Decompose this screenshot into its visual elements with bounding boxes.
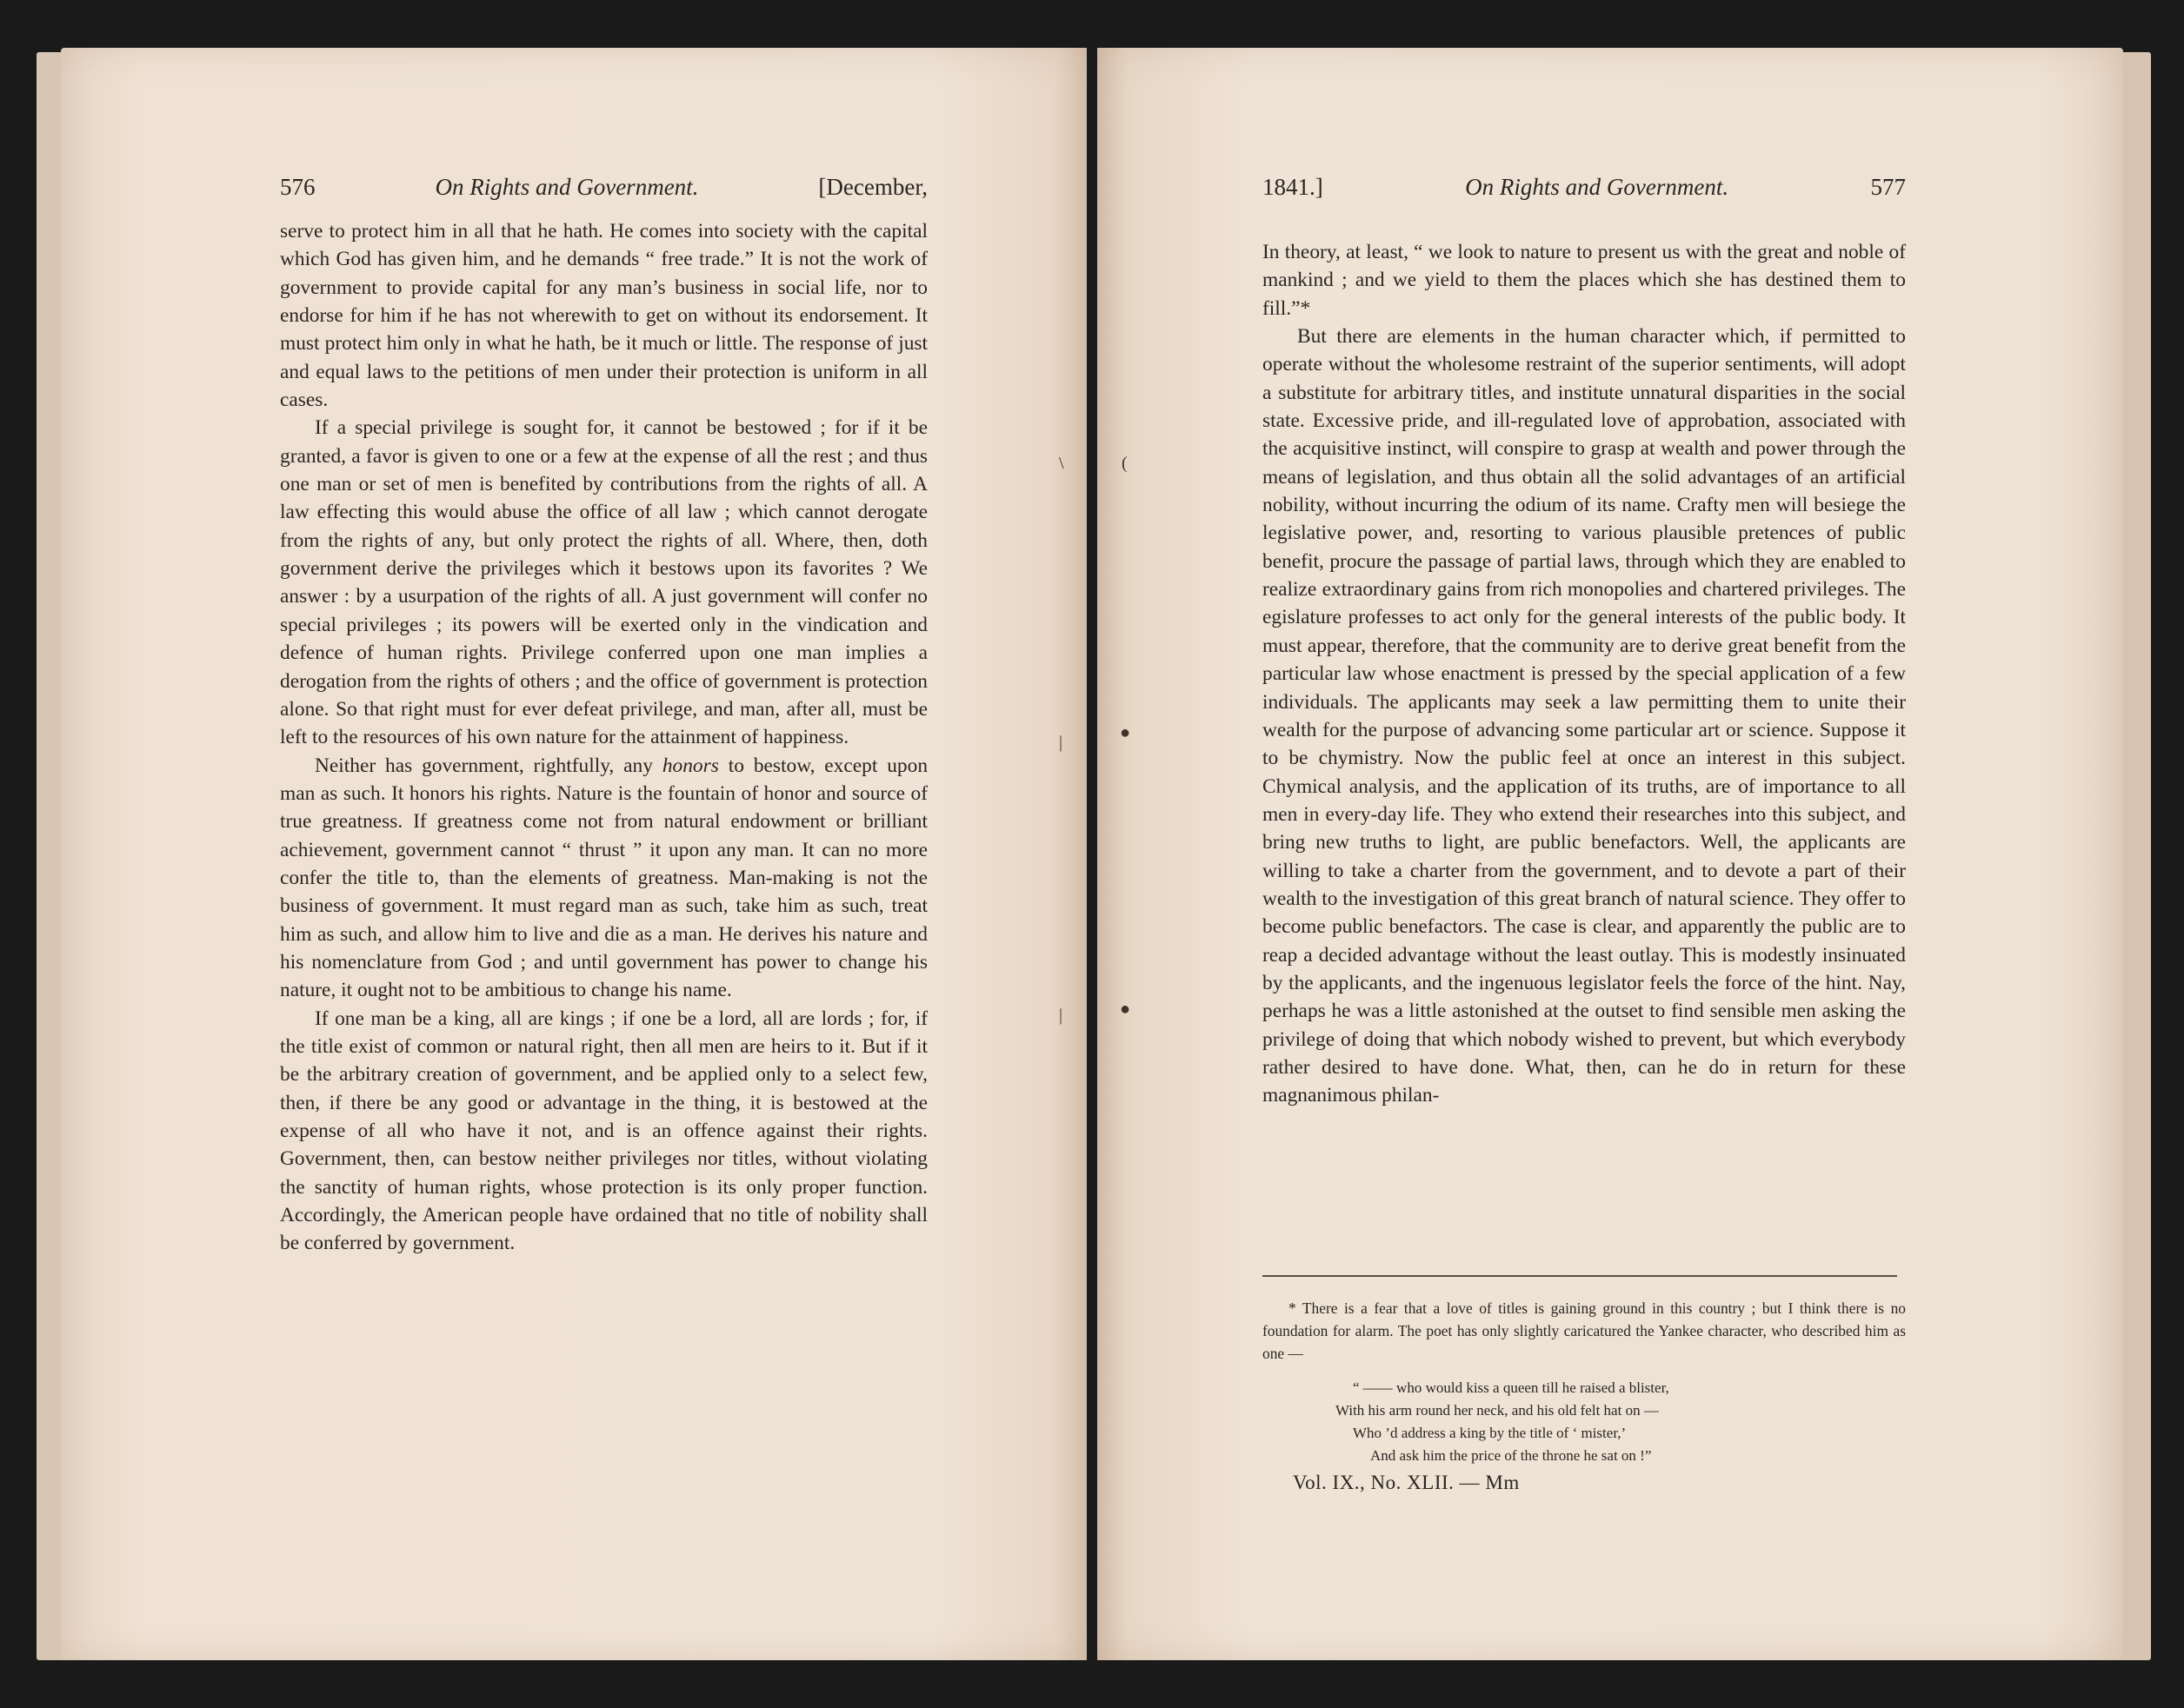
left-running-head (280, 174, 928, 201)
left-paragraph-1: serve to protect him in all that he hath. He comes into society with the capital which God has given him, and he demands “ free trade.” It is not the work of government to provide capital for any man’s business in social life, nor to endorse for him if he has not wherewith to get on without its endorsement. It must protect him only in what he hath, be it much or little. The response of just and equal laws to the petitions of men under their protection is uniform in all cases. (280, 220, 928, 412)
footnote-verse-line-3: Who ’d address a king by the title of ‘ mister,’ (1353, 1425, 1627, 1441)
right-body-text (1262, 238, 1906, 1110)
stitch-hole-mark: ● (1120, 1000, 1131, 1019)
stitch-hole-mark: ( (1122, 454, 1128, 473)
left-paragraph-3-start: Neither has government, rightfully, any (315, 754, 653, 777)
footnote-verse-line-2: With his arm round her neck, and his old felt hat on — (1335, 1402, 1659, 1419)
left-running-title: On Rights and Government. (435, 174, 699, 200)
right-page-number: 577 (1870, 174, 1906, 200)
right-paragraph-1: In theory, at least, “ we look to nature to present us with the great and noble of mankind ; and we yield to them the places which she has destined them to fill.”* (1262, 241, 1906, 320)
left-paragraph-4: If one man be a king, all are kings ; if one be a lord, all are lords ; for, if the title exist of common or natural right, then all men are heirs to it. But if it be the arbitrary creation of government, and be applied only to a select few, then, if there be any good or advantage in the thing, it is bestowed at the expense of all who have it not, and is an offence against their rights. Government, then, can bestow neither privileges nor titles, without violating the sanctity of human rights, whose protection is its only proper function. Accordingly, the American people have ordained that no title of nobility shall be conferred by government. (280, 1007, 928, 1255)
honors-emphasis: honors (662, 754, 719, 777)
right-running-title: On Rights and Government. (1465, 174, 1729, 200)
footnote (1262, 1298, 1906, 1365)
left-paragraph-3 (280, 752, 928, 1005)
book-gutter (1087, 48, 1097, 1660)
left-paragraph-2: If a special privilege is sought for, it cannot be bestowed ; for if it be granted, a favor is given to one or a few at the expense of all the rest ; and thus one man or set of men is benefited by contributions from the rights of all. A law effecting this would abuse the office of all law ; which cannot derogate from the rights of any, but only protect the rights of all. Where, then, doth government derive the privileges which it bestows upon its favorites ? We answer : by a usurpation of the rights of all. A just government will confer no special privileges ; its powers will be exerted only in the vindication and defence of human rights. Privilege conferred upon one man implies a derogation from the rights of others ; and the office of government is protection alone. So that right must for ever defeat privilege, and man, after all, must be left to the resources of his own nature for the attainment of happiness. (280, 416, 928, 749)
right-paragraph-2: But there are elements in the human character which, if permitted to operate without the wholesome restraint of the superior sentiments, will adopt a substitute for arbitrary titles, and institute unnatural disparities in the social state. Excessive pride, and ill-regulated love of approbation, associated with the acquisitive instinct, will conspire to grasp at wealth and power through the means of legislation, and thus obtain all the solid advantages of an artificial nobility, without incurring the odium of its name. Crafty men will besiege the legislative power, and, resorting to various plausible pretences of public benefit, procure the passage of partial laws, through which they are enabled to realize extraordinary gains from rich monopolies and chartered privileges. The egislature professes to act only for the general interests of the public body. It must appear, therefore, that the community are to derive great benefit from the particular law whose enactment is pressed by the special application of a few individuals. The applicants may seek a law permitting them to unite their wealth for the purpose of advancing some particular art or science. Suppose it to be chymistry. Now the public feel at once an interest in this subject. Chymical analysis, and the application of its truths, are of importance to all men in every-day life. They who extend their researches into this subject, and bring new truths to light, are public benefactors. Well, the applicants are willing to take a charter from the government, and to devote a part of their wealth to the investigation of this great branch of natural science. They offer to become public benefactors. The case is clear, and apparently the public are to reap a decided advantage without the least outlay. This is modestly insinuated by the applicants, and the ingenuous legislator feels the force of the hint. Nay, perhaps he was a little astonished at the outset to find sensible men asking the privilege of doing that which nobody wished to prevent, but which everybody rather desired to have done. What, then, can he do in return for these magnanimous philan- (1262, 325, 1906, 1107)
left-running-date: [December, (818, 174, 928, 200)
signature-mark: Vol. IX., No. XLII. — Mm (1293, 1472, 1520, 1493)
right-running-head (1262, 174, 1906, 201)
footnote-rule (1262, 1275, 1897, 1277)
right-running-date: 1841.] (1262, 174, 1323, 200)
footnote-text: * There is a fear that a love of titles is gaining ground in this country ; but I think there is no foundation for alarm. The poet has only slightly caricatured the Yankee character, who described him as one — (1262, 1299, 1906, 1362)
stitch-hole-mark: \ (1059, 454, 1064, 473)
stitch-hole-mark: ● (1120, 723, 1131, 742)
footnote-verse-line-4: And ask him the price of the throne he sat on !” (1370, 1447, 1652, 1464)
stitch-hole-mark: | (1059, 1006, 1063, 1025)
left-body-text (280, 217, 928, 1258)
footnote-verse-line-1: “ —— who would kiss a queen till he raised a blister, (1353, 1379, 1669, 1396)
stitch-hole-mark: | (1059, 733, 1063, 752)
left-page-number: 576 (280, 174, 316, 200)
left-paragraph-3-rest: to bestow, except upon man as such. It honors his rights. Nature is the fountain of honor and source of true greatness. If greatness come not from natural endowment or brilliant achievement, government cannot “ thrust ” it upon any man. It can no more confer the title to, than the elements of greatness. Man-making is not the business of government. It must regard man as such, take him as such, treat him as such, and allow him to live and die as a man. He derives his nature and his nomenclature from God ; and until government has power to change his nature, it ought not to be ambitious to change his name. (280, 754, 929, 1002)
